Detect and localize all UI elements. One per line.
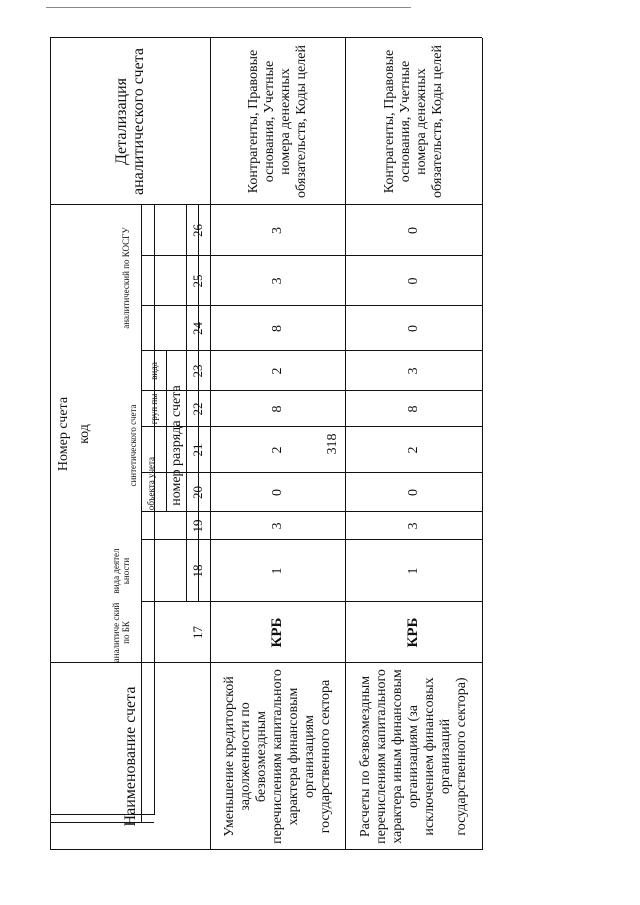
digit-col: 25 — [190, 274, 205, 288]
row-1-value: 8 — [269, 405, 285, 413]
digit-col: 23 — [190, 364, 205, 378]
row-2-value: 3 — [405, 522, 421, 530]
digit-col: 20 — [190, 486, 205, 499]
digit-col: 21 — [190, 443, 205, 457]
top-rule — [46, 7, 411, 8]
header-detail: Детализация аналитического счета — [113, 48, 147, 195]
header-type: вида — [148, 362, 159, 380]
page-number: 318 — [325, 433, 340, 455]
row-2-value: 0 — [405, 277, 421, 285]
row-2-value: 1 — [405, 567, 421, 575]
row-2-value: 3 — [405, 367, 421, 375]
digit-col: 22 — [190, 402, 205, 416]
header-group: груп пы — [148, 393, 159, 425]
row-2-value: 0 — [405, 325, 421, 332]
digit-col: 19 — [190, 519, 205, 533]
header-name: Наименование счета — [121, 686, 139, 827]
digit-col: 18 — [190, 564, 205, 578]
row-1-value: КРБ — [269, 617, 285, 648]
header-analytic-kosgu: аналитический по КОСГУ — [120, 227, 131, 329]
row-2-name: Расчеты по безвозмездным перечислениям капитального характера иным финансовым организациям (за исключением финансовых организаций государственного сектора) — [357, 669, 469, 844]
row-2-value: 2 — [405, 446, 421, 454]
row-1-value: 3 — [269, 227, 285, 234]
row-1-name: Уменьшение кредиторской задолженности по безвозмездным перечислениям капитального характера финансовым организациям государственного сектора — [221, 669, 333, 844]
row-2-value: 8 — [405, 405, 421, 413]
digit-col: 17 — [190, 626, 205, 639]
row-1-detail: Контрагенты, Правовые основания, Учетные номера денежных обязательств, Коды целей — [245, 45, 309, 198]
digit-col: 24 — [190, 322, 205, 335]
accounts-table — [50, 38, 482, 850]
header-activity-type: вида деятел ьности — [110, 548, 131, 594]
header-synthetic: синтетического счета — [128, 404, 138, 487]
header-analytic-bk: аналитиче ский по БК — [110, 602, 131, 663]
row-1-value: 0 — [269, 489, 285, 496]
table-border-bottom — [482, 38, 483, 850]
row-2-value: КРБ — [405, 617, 421, 648]
header-digit-number: номер разряда счета — [168, 385, 184, 506]
row-1-value: 8 — [269, 325, 285, 332]
header-account-object: объекта учета — [146, 456, 156, 511]
row-1-value: 1 — [269, 567, 285, 575]
row-1-value: 2 — [269, 367, 285, 375]
row-1-value: 3 — [269, 522, 285, 530]
row-2-detail: Контрагенты, Правовые основания, Учетные номера денежных обязательств, Коды целей — [381, 45, 445, 198]
row-2-value: 0 — [405, 489, 421, 496]
row-1-value: 2 — [269, 446, 285, 454]
header-code: код — [77, 424, 91, 444]
row-1-value: 3 — [269, 277, 285, 285]
header-account-number: Номер счета — [56, 396, 71, 472]
row-2-value: 0 — [405, 227, 421, 234]
digit-col: 26 — [190, 224, 205, 237]
